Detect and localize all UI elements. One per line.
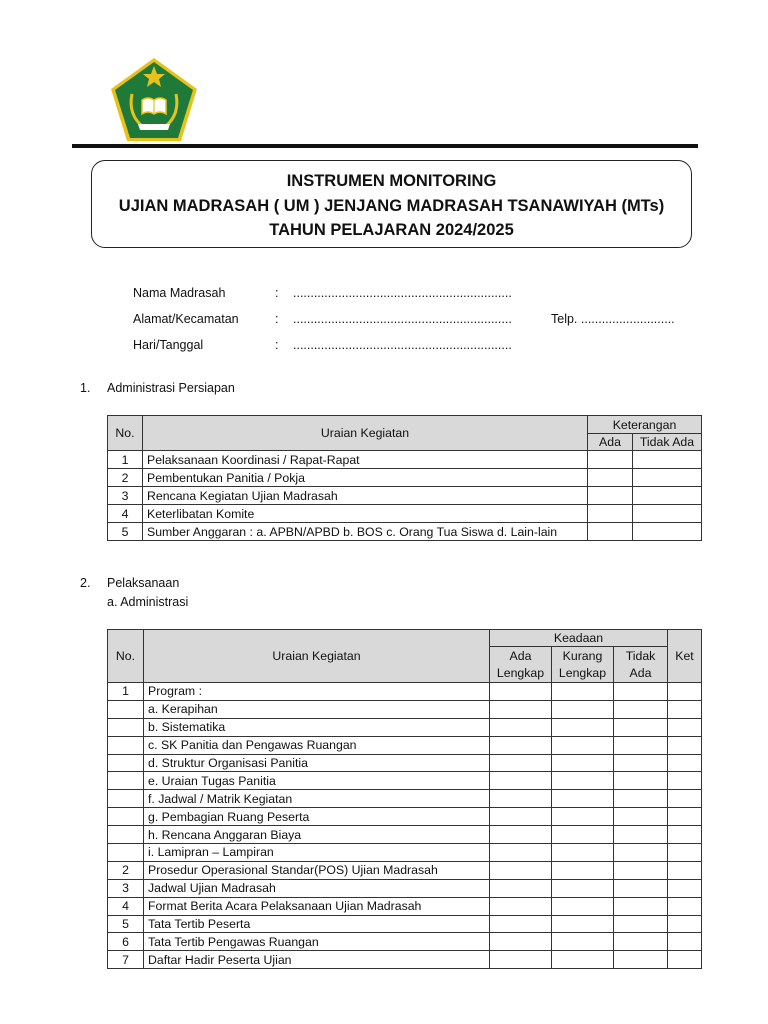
cell-kurang-lengkap: [552, 951, 614, 969]
cell-ket: [668, 772, 702, 790]
header-uraian: Uraian Kegiatan: [144, 630, 490, 683]
cell-ada-lengkap: [490, 790, 552, 808]
row-text: f. Jadwal / Matrik Kegiatan: [144, 790, 490, 808]
header-tidak-ada: Tidak Ada: [633, 434, 702, 451]
cell-tidak-ada: [614, 861, 668, 879]
header-ada-lengkap-line2: Lengkap: [496, 665, 545, 680]
cell-kurang-lengkap: [552, 718, 614, 736]
cell-tidak-ada: [614, 808, 668, 826]
field-colon: :: [275, 312, 279, 326]
section-title: Pelaksanaan: [107, 576, 180, 590]
row-no: 2: [108, 469, 143, 487]
row-no: [108, 808, 144, 826]
title-line-3: TAHUN PELAJARAN 2024/2025: [269, 221, 514, 239]
cell-tidak-ada: [633, 469, 702, 487]
header-ket: Ket: [668, 630, 702, 683]
row-no: [108, 772, 144, 790]
cell-kurang-lengkap: [552, 754, 614, 772]
table-row: [108, 808, 702, 826]
row-text: e. Uraian Tugas Panitia: [144, 772, 490, 790]
cell-ket: [668, 915, 702, 933]
row-no: [108, 826, 144, 844]
row-text: h. Rencana Anggaran Biaya: [144, 826, 490, 844]
cell-ada-lengkap: [490, 700, 552, 718]
table-row: [108, 844, 702, 862]
row-text: Tata Tertib Peserta: [144, 915, 490, 933]
cell-ket: [668, 879, 702, 897]
cell-kurang-lengkap: [552, 790, 614, 808]
row-text: Pelaksanaan Koordinasi / Rapat-Rapat: [143, 451, 588, 469]
table-row: [108, 933, 702, 951]
row-no: 1: [108, 451, 143, 469]
cell-tidak-ada: [614, 700, 668, 718]
field-label: Alamat/Kecamatan: [133, 312, 239, 326]
cell-tidak-ada: [614, 754, 668, 772]
row-text: b. Sistematika: [144, 718, 490, 736]
row-text: Pembentukan Panitia / Pokja: [143, 469, 588, 487]
cell-tidak-ada: [614, 826, 668, 844]
cell-ket: [668, 736, 702, 754]
cell-ada-lengkap: [490, 879, 552, 897]
header-kurang-lengkap-line1: Kurang: [562, 648, 603, 663]
table-row: [108, 683, 702, 701]
row-no: [108, 718, 144, 736]
cell-ket: [668, 861, 702, 879]
table-row: [108, 951, 702, 969]
row-text: Rencana Kegiatan Ujian Madrasah: [143, 487, 588, 505]
row-no: 4: [108, 897, 144, 915]
field-value: ...............................................................: [293, 286, 512, 300]
header-no: No.: [108, 630, 144, 683]
header-tidak-ada: [614, 647, 668, 683]
row-no: [108, 736, 144, 754]
table-row: [108, 879, 702, 897]
row-no: 5: [108, 915, 144, 933]
field-telp: Telp. ...........................: [551, 312, 675, 326]
header-kurang-lengkap: [552, 647, 614, 683]
row-text: Prosedur Operasional Standar(POS) Ujian Madrasah: [144, 861, 490, 879]
cell-kurang-lengkap: [552, 700, 614, 718]
row-text: c. SK Panitia dan Pengawas Ruangan: [144, 736, 490, 754]
table-row: [108, 451, 702, 469]
header-ada: Ada: [588, 434, 633, 451]
table-row: [108, 505, 702, 523]
field-colon: :: [275, 286, 279, 300]
row-text: Format Berita Acara Pelaksanaan Ujian Madrasah: [144, 897, 490, 915]
cell-kurang-lengkap: [552, 736, 614, 754]
row-no: 3: [108, 487, 143, 505]
table-row: [108, 826, 702, 844]
table-row: [108, 754, 702, 772]
table-row: [108, 487, 702, 505]
cell-ada: [588, 487, 633, 505]
table-body: [108, 683, 702, 969]
section-number: 2.: [80, 576, 91, 590]
cell-kurang-lengkap: [552, 844, 614, 862]
field-colon: :: [275, 338, 279, 352]
cell-tidak-ada: [614, 879, 668, 897]
section-number: 1.: [80, 381, 91, 395]
header-ada-lengkap: [490, 647, 552, 683]
table-row: [108, 915, 702, 933]
row-no: 1: [108, 683, 144, 701]
cell-kurang-lengkap: [552, 879, 614, 897]
cell-ada-lengkap: [490, 683, 552, 701]
cell-ada: [588, 451, 633, 469]
cell-tidak-ada: [614, 683, 668, 701]
row-no: [108, 700, 144, 718]
cell-ket: [668, 683, 702, 701]
row-no: [108, 790, 144, 808]
field-label: Nama Madrasah: [133, 286, 226, 300]
cell-tidak-ada: [633, 523, 702, 541]
table-row: [108, 736, 702, 754]
header-ada-lengkap-line1: Ada: [509, 648, 532, 663]
table-row: [108, 523, 702, 541]
cell-tidak-ada: [614, 736, 668, 754]
row-no: 3: [108, 879, 144, 897]
cell-kurang-lengkap: [552, 861, 614, 879]
cell-kurang-lengkap: [552, 683, 614, 701]
table-row: [108, 897, 702, 915]
cell-tidak-ada: [614, 915, 668, 933]
cell-tidak-ada: [614, 790, 668, 808]
cell-ada-lengkap: [490, 772, 552, 790]
table-row: [108, 861, 702, 879]
header-uraian: Uraian Kegiatan: [143, 416, 588, 451]
header-keadaan: Keadaan: [490, 630, 668, 647]
row-text: i. Lamipran – Lampiran: [144, 844, 490, 862]
row-no: 2: [108, 861, 144, 879]
row-no: 4: [108, 505, 143, 523]
cell-kurang-lengkap: [552, 897, 614, 915]
cell-tidak-ada: [614, 897, 668, 915]
cell-ada-lengkap: [490, 826, 552, 844]
cell-ket: [668, 951, 702, 969]
title-box: [91, 160, 692, 248]
cell-ket: [668, 897, 702, 915]
title-line-2: UJIAN MADRASAH ( UM ) JENJANG MADRASAH TSANAWIYAH (MTs): [118, 196, 665, 215]
table-row: [108, 772, 702, 790]
table-row: [108, 790, 702, 808]
row-no: 5: [108, 523, 143, 541]
cell-kurang-lengkap: [552, 933, 614, 951]
cell-ada-lengkap: [490, 897, 552, 915]
header-tidak-ada-line1: Tidak: [625, 648, 656, 663]
cell-ada: [588, 505, 633, 523]
row-text: g. Pembagian Ruang Peserta: [144, 808, 490, 826]
cell-kurang-lengkap: [552, 808, 614, 826]
cell-ada-lengkap: [490, 844, 552, 862]
row-text: Jadwal Ujian Madrasah: [144, 879, 490, 897]
cell-ada-lengkap: [490, 861, 552, 879]
cell-ket: [668, 933, 702, 951]
table-administrasi-persiapan: [107, 415, 702, 541]
cell-ada-lengkap: [490, 951, 552, 969]
field-value: ...............................................................: [293, 338, 512, 352]
table-row: [108, 718, 702, 736]
cell-ada: [588, 469, 633, 487]
header-divider: [72, 144, 698, 148]
cell-ket: [668, 826, 702, 844]
section-title: Administrasi Persiapan: [107, 381, 235, 395]
row-no: [108, 754, 144, 772]
cell-tidak-ada: [614, 933, 668, 951]
cell-kurang-lengkap: [552, 826, 614, 844]
header-tidak-ada-line2: Ada: [629, 665, 652, 680]
cell-ada-lengkap: [490, 933, 552, 951]
cell-ada-lengkap: [490, 915, 552, 933]
cell-ada-lengkap: [490, 718, 552, 736]
cell-tidak-ada: [614, 951, 668, 969]
row-no: 6: [108, 933, 144, 951]
cell-ket: [668, 790, 702, 808]
cell-tidak-ada: [633, 451, 702, 469]
cell-ket: [668, 718, 702, 736]
section-2a-heading: a. Administrasi: [107, 595, 189, 609]
field-label: Hari/Tanggal: [133, 338, 204, 352]
row-text: Tata Tertib Pengawas Ruangan: [144, 933, 490, 951]
cell-tidak-ada: [633, 487, 702, 505]
row-text: Program :: [144, 683, 490, 701]
cell-ket: [668, 700, 702, 718]
cell-ada-lengkap: [490, 808, 552, 826]
cell-ada-lengkap: [490, 754, 552, 772]
cell-ket: [668, 808, 702, 826]
table-administrasi-pelaksanaan: [107, 629, 702, 969]
row-text: a. Kerapihan: [144, 700, 490, 718]
row-text: d. Struktur Organisasi Panitia: [144, 754, 490, 772]
cell-ket: [668, 754, 702, 772]
title-line-1: INSTRUMEN MONITORING: [286, 172, 497, 190]
cell-tidak-ada: [614, 772, 668, 790]
header-keterangan: Keterangan: [588, 416, 702, 434]
cell-ada-lengkap: [490, 736, 552, 754]
cell-kurang-lengkap: [552, 772, 614, 790]
field-value: ...............................................................: [293, 312, 512, 326]
row-no: [108, 844, 144, 862]
cell-ada: [588, 523, 633, 541]
cell-kurang-lengkap: [552, 915, 614, 933]
row-no: 7: [108, 951, 144, 969]
header-no: No.: [108, 416, 143, 451]
cell-tidak-ada: [614, 844, 668, 862]
cell-tidak-ada: [633, 505, 702, 523]
cell-ket: [668, 844, 702, 862]
row-text: Sumber Anggaran : a. APBN/APBD b. BOS c. Orang Tua Siswa d. Lain-lain: [143, 523, 588, 541]
kemenag-logo: [108, 56, 200, 144]
table-row: [108, 700, 702, 718]
header-kurang-lengkap-line2: Lengkap: [558, 665, 607, 680]
row-text: Keterlibatan Komite: [143, 505, 588, 523]
cell-tidak-ada: [614, 718, 668, 736]
table-row: [108, 469, 702, 487]
row-text: Daftar Hadir Peserta Ujian: [144, 951, 490, 969]
